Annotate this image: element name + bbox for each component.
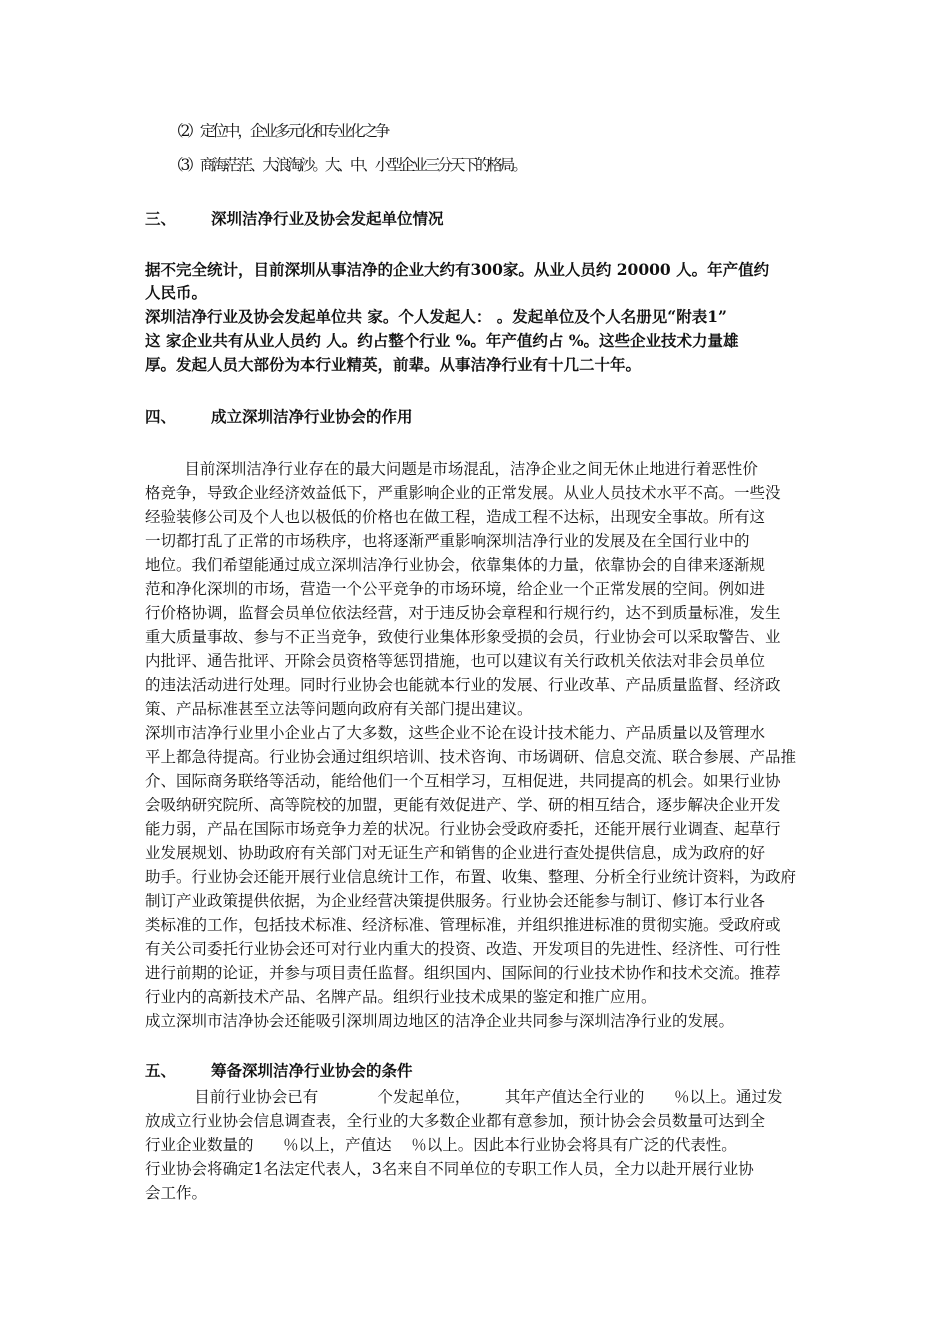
section-4-line: 深圳市洁净行业里小企业占了大多数，这些企业不论在设计技术能力、产品质量以及管理水 (145, 724, 766, 742)
section-4-line: 助手。行业协会还能开展行业信息统计工作，布置、收集、整理、分析全行业统计资料，为政府 (145, 868, 797, 886)
section-4-heading (145, 404, 413, 430)
section-5-number: 五、 (145, 1061, 177, 1080)
section-4-line: 制订产业政策提供依据，为企业经营决策提供服务。行业协会还能参与制订、修订本行业各 (145, 892, 766, 910)
section-4-line: 有关公司委托行业协会还可对行业内重大的投资、改造、开发项目的先进性、经济性、可行性 (145, 940, 781, 958)
section-4-line: 内批评、通告批评、开除会员资格等惩罚措施，也可以建议有关行政机关依法对非会员单位 (145, 652, 766, 670)
list-item-3: （3）商海茫茫、大浪淘沙。大、中、小型企业三分天下的格局。 (168, 156, 525, 174)
section-4-line: 经验装修公司及个人也以极低的价格也在做工程，造成工程不达标，出现安全事故。所有这 (145, 508, 766, 526)
section-3-number: 三、 (145, 209, 177, 228)
section-4-line: 行价格协调，监督会员单位依法经营，对于违反协会章程和行规行约，达不到质量标准，发生 (145, 604, 781, 622)
section-4-line: 目前深圳洁净行业存在的最大问题是市场混乱，洁净企业之间无休止地进行着恶性价 (145, 460, 758, 478)
section-4-line: 行业内的高新技术产品、名牌产品。组织行业技术成果的鉴定和推广应用。 (145, 988, 657, 1006)
section-5-line: 会工作。 (145, 1184, 208, 1202)
section-4-line: 策、产品标准甚至立法等问题向政府有关部门提出建议。 (145, 700, 533, 718)
section-4-line: 一切都打乱了正常的市场秩序，也将逐渐严重影响深圳洁净行业的发展及在全国行业中的 (145, 532, 750, 550)
list-item-2: （2）定位中，企业多元化和专业化之争 (168, 122, 388, 140)
section-4-line: 地位。我们希望能通过成立深圳洁净行业协会，依靠集体的力量，依靠协会的自律来逐渐规 (145, 556, 766, 574)
section-4-line: 成立深圳市洁净协会还能吸引深圳周边地区的洁净企业共同参与深圳洁净行业的发展。 (145, 1012, 735, 1030)
section-5-title: 筹备深圳洁净行业协会的条件 (211, 1061, 413, 1080)
section-3-title: 深圳洁净行业及协会发起单位情况 (211, 209, 444, 228)
section-4-line: 进行前期的论证，并参与项目责任监督。组织国内、国际间的行业技术协作和技术交流。推荐 (145, 964, 781, 982)
section-4-line: 介、国际商务联络等活动，能给他们一个互相学习，互相促进，共同提高的机会。如果行业协 (145, 772, 781, 790)
section-4-number: 四、 (145, 407, 177, 426)
section-5-heading (145, 1058, 413, 1084)
section-4-line: 平上都急待提高。行业协会通过组织培训、技术咨询、市场调研、信息交流、联合参展、产品推 (145, 748, 797, 766)
section-4-title: 成立深圳洁净行业协会的作用 (211, 407, 413, 426)
section-4-line: 能力弱，产品在国际市场竞争力差的状况。行业协会受政府委托，还能开展行业调查、起草行 (145, 820, 781, 838)
section-3-line: 据不完全统计，目前深圳从事洁净的企业大约有300家。从业人员约 20000 人。年产值约 (145, 260, 770, 279)
section-5-line: 目前行业协会已有 个发起单位， 其年产值达全行业的 ％以上。通过发 (145, 1088, 783, 1106)
section-3-line: 深圳洁净行业及协会发起单位共 家。个人发起人： 。发起单位及个人名册见“附表1” (145, 307, 727, 326)
section-5-line: 行业协会将确定1名法定代表人，3名来自不同单位的专职工作人员，全力以赴开展行业协 (145, 1160, 754, 1178)
section-4-line: 范和净化深圳的市场，营造一个公平竞争的市场环境，给企业一个正常发展的空间。例如进 (145, 580, 766, 598)
section-4-line: 格竞争，导致企业经济效益低下，严重影响企业的正常发展。从业人员技术水平不高。一些没 (145, 484, 781, 502)
section-4-line: 会吸纳研究院所、高等院校的加盟，更能有效促进产、学、研的相互结合，逐步解决企业开发 (145, 796, 781, 814)
section-5-line: 放成立行业协会信息调查表，全行业的大多数企业都有意参加，预计协会会员数量可达到全 (145, 1112, 766, 1130)
section-3-line: 厚。发起人员大部份为本行业精英，前辈。从事洁净行业有十几二十年。 (145, 355, 642, 374)
section-3-heading (145, 206, 444, 232)
section-3-line: 这 家企业共有从业人员约 人。约占整个行业 %。年产值约占 %。这些企业技术力量雄 (145, 331, 739, 350)
section-3-line: 人民币。 (145, 283, 208, 302)
section-4-line: 业发展规划、协助政府有关部门对无证生产和销售的企业进行查处提供信息，成为政府的好 (145, 844, 766, 862)
section-4-line: 类标准的工作，包括技术标准、经济标准、管理标准，并组织推进标准的贯彻实施。受政府或 (145, 916, 781, 934)
section-4-line: 重大质量事故、参与不正当竞争，致使行业集体形象受损的会员，行业协会可以采取警告、业 (145, 628, 781, 646)
section-5-line: 行业企业数量的 ％以上，产值达 ％以上。因此本行业协会将具有广泛的代表性。 (145, 1136, 737, 1154)
section-4-line: 的违法活动进行处理。同时行业协会也能就本行业的发展、行业改革、产品质量监督、经济政 (145, 676, 781, 694)
